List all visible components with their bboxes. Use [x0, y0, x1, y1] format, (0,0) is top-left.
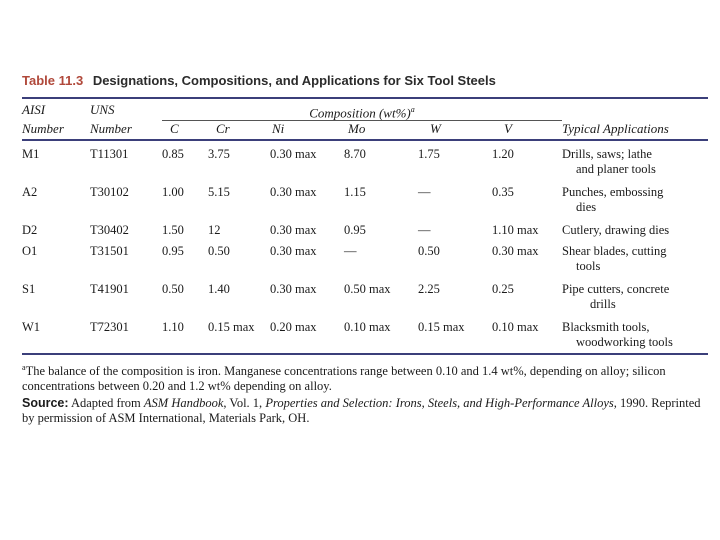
cr-cell: 5.15 — [208, 185, 230, 200]
source-label: Source: — [22, 396, 69, 410]
v-cell: 0.10 max — [492, 320, 539, 335]
mo-cell: 1.15 — [344, 185, 366, 200]
source-mid: , Vol. 1, — [223, 396, 263, 410]
composition-note-mark: a — [410, 105, 415, 114]
cr-cell: 3.75 — [208, 147, 230, 162]
ni-cell: 0.30 max — [270, 282, 317, 297]
table-row — [22, 141, 708, 177]
composition-header-label: Composition (wt%) — [309, 105, 411, 121]
composition-group-header-row — [22, 102, 708, 121]
aisi-header-2: Number — [22, 121, 64, 137]
header-ni: Ni — [272, 121, 285, 137]
mo-cell: 0.10 max — [344, 320, 391, 335]
application-line-1: Blacksmith tools, — [562, 320, 650, 335]
footnote-mark: a — [22, 363, 26, 372]
source-note — [22, 396, 708, 426]
header-cr: Cr — [216, 121, 230, 137]
header-applications: Typical Applications — [562, 121, 669, 137]
mo-cell: 8.70 — [344, 147, 366, 162]
w-cell: 2.25 — [418, 282, 440, 297]
table-row — [22, 274, 708, 312]
aisi-cell: S1 — [22, 282, 36, 297]
application-cell — [562, 177, 708, 215]
source-book: ASM Handbook — [143, 396, 224, 410]
c-cell: 0.50 — [162, 282, 184, 297]
aisi-header-1: AISI — [22, 102, 46, 117]
bottom-rule — [22, 353, 708, 355]
w-cell: — — [418, 223, 431, 238]
application-cell — [562, 274, 708, 312]
header-w: W — [430, 121, 441, 137]
ni-cell: 0.30 max — [270, 223, 317, 238]
uns-header-2: Number — [90, 121, 132, 137]
aisi-cell: A2 — [22, 185, 38, 200]
c-cell: 0.85 — [162, 147, 184, 162]
application-line-2: dies — [576, 200, 597, 215]
application-line-2: and planer tools — [576, 162, 656, 177]
header-v: V — [504, 121, 512, 137]
aisi-cell: O1 — [22, 244, 38, 259]
c-cell: 1.00 — [162, 185, 184, 200]
application-line-2: woodworking tools — [576, 335, 673, 350]
application-line-2: drills — [590, 297, 616, 312]
source-post: , 1990. Reprinted by permission of ASM International, Materials Park, OH. — [22, 396, 701, 425]
c-cell: 1.10 — [162, 320, 184, 335]
aisi-cell: W1 — [22, 320, 41, 335]
header-mo: Mo — [348, 121, 366, 137]
header-c: C — [170, 121, 179, 137]
mo-cell: 0.50 max — [344, 282, 391, 297]
ni-cell: 0.30 max — [270, 244, 317, 259]
uns-cell: T72301 — [90, 320, 129, 335]
application-cell — [562, 215, 708, 238]
column-header-row — [22, 121, 708, 136]
v-cell: 1.10 max — [492, 223, 539, 238]
source-title: Properties and Selection: Irons, Steels, and High-Performance Alloys — [265, 396, 614, 410]
ni-cell: 0.30 max — [270, 185, 317, 200]
application-cell — [562, 238, 708, 274]
v-cell: 0.30 max — [492, 244, 539, 259]
application-line-1: Cutlery, drawing dies — [562, 223, 670, 238]
w-cell: 0.50 — [418, 244, 440, 259]
table-row — [22, 312, 708, 350]
uns-cell: T30102 — [90, 185, 129, 200]
w-cell: 0.15 max — [418, 320, 465, 335]
uns-cell: T31501 — [90, 244, 129, 259]
application-cell — [562, 312, 708, 350]
application-line-1: Punches, embossing — [562, 185, 664, 200]
uns-cell: T30402 — [90, 223, 129, 238]
table-number: Table 11.3 — [22, 73, 84, 88]
table-caption — [22, 70, 710, 92]
ni-cell: 0.30 max — [270, 147, 317, 162]
cr-cell: 0.15 max — [208, 320, 255, 335]
footnote-text: The balance of the composition is iron. Manganese concentrations range between 0.10 and 1.4 wt%, depending on alloy; silicon concentrations between 0.20 and 1.2 wt% depending on alloy. — [22, 364, 666, 394]
cr-cell: 0.50 — [208, 244, 230, 259]
application-cell — [562, 141, 708, 177]
c-cell: 0.95 — [162, 244, 184, 259]
w-cell: 1.75 — [418, 147, 440, 162]
tool-steel-table — [22, 102, 708, 350]
mo-cell: 0.95 — [344, 223, 366, 238]
application-line-2: tools — [576, 259, 601, 274]
ni-cell: 0.20 max — [270, 320, 317, 335]
footnote — [22, 360, 708, 394]
table-row — [22, 215, 708, 238]
aisi-cell: M1 — [22, 147, 40, 162]
uns-cell: T11301 — [90, 147, 129, 162]
uns-cell: T41901 — [90, 282, 129, 297]
cr-cell: 12 — [208, 223, 221, 238]
table-figure — [22, 70, 710, 425]
cr-cell: 1.40 — [208, 282, 230, 297]
application-line-1: Shear blades, cutting — [562, 244, 667, 259]
mo-cell: — — [344, 244, 357, 259]
v-cell: 0.25 — [492, 282, 514, 297]
table-title: Designations, Compositions, and Applications for Six Tool Steels — [92, 73, 496, 88]
application-line-1: Drills, saws; lathe — [562, 147, 652, 162]
application-line-1: Pipe cutters, concrete — [562, 282, 670, 297]
composition-group-header — [162, 102, 562, 121]
table-row — [22, 238, 708, 274]
v-cell: 1.20 — [492, 147, 514, 162]
source-pre: Adapted from — [70, 396, 141, 410]
v-cell: 0.35 — [492, 185, 514, 200]
top-rule — [22, 97, 708, 99]
c-cell: 1.50 — [162, 223, 184, 238]
aisi-cell: D2 — [22, 223, 38, 238]
uns-header-1: UNS — [90, 102, 115, 117]
table-row — [22, 177, 708, 215]
w-cell: — — [418, 185, 431, 200]
